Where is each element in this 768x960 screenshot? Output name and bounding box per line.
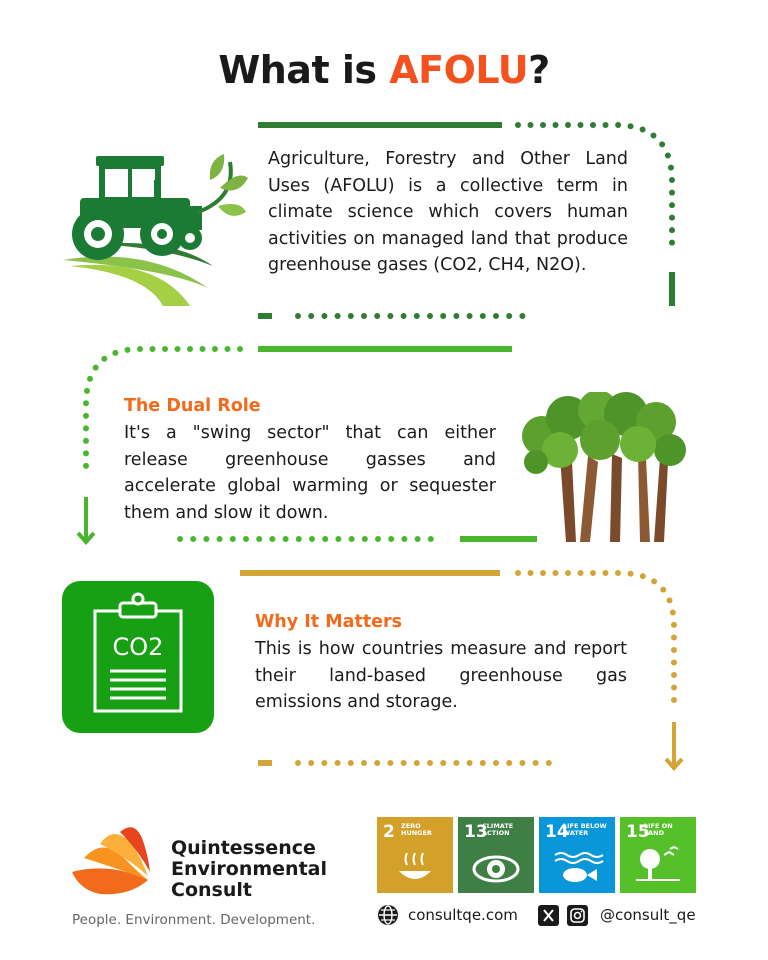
co2-clipboard-icon <box>62 581 214 733</box>
sdg-13-climate-action: 13 CLIMATE ACTION <box>458 817 534 893</box>
x-icon[interactable] <box>538 905 559 926</box>
sdg-15-life-on-land: 15 LIFE ON LAND <box>620 817 696 893</box>
section1-text: Agriculture, Forestry and Other Land Uses (AFOLU) is a collective term in climate science which covers human activities on managed land that produce greenhouse gases (CO2, CH4, N2O). <box>268 149 628 275</box>
globe-icon <box>377 904 399 926</box>
trees-icon <box>520 392 686 544</box>
page-title: What is AFOLU? <box>218 48 550 92</box>
social-handle[interactable]: @consult_qe <box>600 906 696 924</box>
dual-role-heading: The Dual Role <box>124 396 261 416</box>
sdg-2-zero-hunger: 2 ZERO HUNGER <box>377 817 453 893</box>
tagline: People. Environment. Development. <box>72 912 316 928</box>
why-it-matters-heading: Why It Matters <box>255 612 403 632</box>
quintessence-logo <box>70 818 162 898</box>
instagram-icon[interactable] <box>567 905 588 926</box>
title-highlight: AFOLU <box>389 48 529 92</box>
dual-role-text: It's a "swing sector" that can either release greenhouse gasses and accelerate global warming or sequester them and slow it down. <box>124 423 496 523</box>
website-link[interactable]: consultqe.com <box>408 906 518 924</box>
why-it-matters-text: This is how countries measure and report their land-based greenhouse gas emissions and storage. <box>255 639 627 712</box>
co2-label: CO2 <box>112 633 164 661</box>
sdg-14-life-below-water: 14 LIFE BELOW WATER <box>539 817 615 893</box>
tractor-icon <box>58 148 254 310</box>
brand-name: Quintessence Environmental Consult <box>171 837 327 901</box>
